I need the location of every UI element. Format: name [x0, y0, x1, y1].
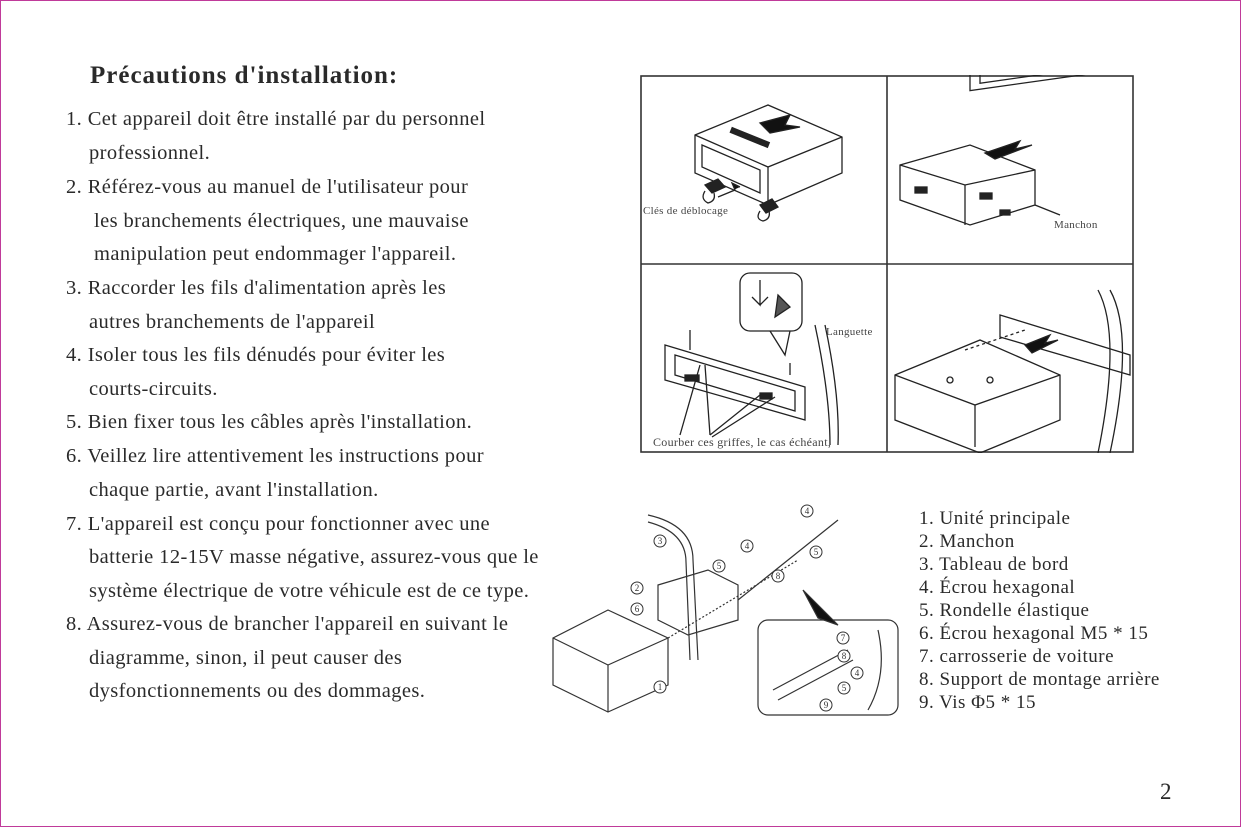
tab-label: Languette: [826, 326, 873, 338]
precaution-line: 1. Cet appareil doit être installé par du personnel: [66, 108, 486, 130]
precaution-line: diagramme, sinon, il peut causer des: [89, 647, 403, 669]
precaution-line: 2. Référez-vous au manuel de l'utilisateur pour: [66, 176, 469, 198]
precaution-line: système électrique de votre véhicule est de ce type.: [89, 580, 530, 602]
panel-claws: [665, 273, 838, 445]
precaution-line: chaque partie, avant l'installation.: [89, 479, 379, 501]
callout-7: 7: [840, 633, 846, 643]
part-item: 1. Unité principale: [919, 508, 1071, 529]
page-title: Précautions d'installation:: [90, 62, 399, 89]
callout-4: 4: [744, 541, 750, 551]
precaution-line: 6. Veillez lire attentivement les instructions pour: [66, 445, 484, 467]
callout-1: 1: [657, 682, 663, 692]
precaution-line: 4. Isoler tous les fils dénudés pour éviter les: [66, 344, 446, 366]
installation-drawing: [640, 75, 1134, 453]
precaution-line: professionnel.: [89, 142, 211, 164]
precaution-line: courts-circuits.: [89, 378, 218, 400]
callout-5: 5: [813, 547, 819, 557]
part-item: 3. Tableau de bord: [919, 554, 1069, 575]
panel-sleeve: [900, 75, 1110, 225]
sleeve-label: Manchon: [1054, 219, 1098, 231]
callout-9: 9: [823, 700, 829, 710]
release-keys-label: Clés de déblocage: [643, 205, 729, 217]
precaution-line: manipulation peut endommager l'appareil.: [94, 243, 457, 265]
callout-8: 8: [841, 651, 847, 661]
precaution-line: dysfonctionnements ou des dommages.: [89, 680, 426, 702]
callout-5: 5: [841, 683, 847, 693]
part-item: 4. Écrou hexagonal: [919, 577, 1076, 598]
callout-4: 4: [804, 506, 810, 516]
mounting-diagram: [548, 500, 908, 720]
installation-figure: [640, 75, 1134, 453]
part-item: 9. Vis Φ5 * 15: [919, 692, 1037, 713]
callout-5: 5: [716, 561, 722, 571]
part-item: 5. Rondelle élastique: [919, 600, 1090, 621]
mounting-drawing: [548, 500, 908, 720]
callout-4: 4: [854, 668, 860, 678]
panel-release-keys: [695, 105, 842, 221]
panel-insertion: [895, 290, 1130, 453]
part-item: 6. Écrou hexagonal M5 * 15: [919, 623, 1149, 644]
bend-claws-label: Courber ces griffes, le cas échéant,: [653, 435, 832, 449]
precaution-line: 7. L'appareil est conçu pour fonctionner avec une: [66, 513, 491, 535]
callout-6: 6: [634, 604, 640, 614]
precaution-line: 3. Raccorder les fils d'alimentation après les: [66, 277, 447, 299]
precaution-line: les branchements électriques, une mauvaise: [94, 210, 469, 232]
callout-3: 3: [657, 536, 663, 546]
part-item: 7. carrosserie de voiture: [919, 646, 1115, 667]
part-item: 2. Manchon: [919, 531, 1015, 552]
callout-8: 8: [775, 571, 781, 581]
page-number: 2: [1160, 779, 1172, 804]
callout-2: 2: [634, 583, 640, 593]
precaution-line: 8. Assurez-vous de brancher l'appareil en suivant le: [66, 613, 509, 635]
precaution-line: autres branchements de l'appareil: [89, 311, 376, 333]
precaution-line: batterie 12-15V masse négative, assurez-vous que le: [89, 546, 539, 568]
part-item: 8. Support de montage arrière: [919, 669, 1160, 690]
precaution-line: 5. Bien fixer tous les câbles après l'installation.: [66, 411, 473, 433]
